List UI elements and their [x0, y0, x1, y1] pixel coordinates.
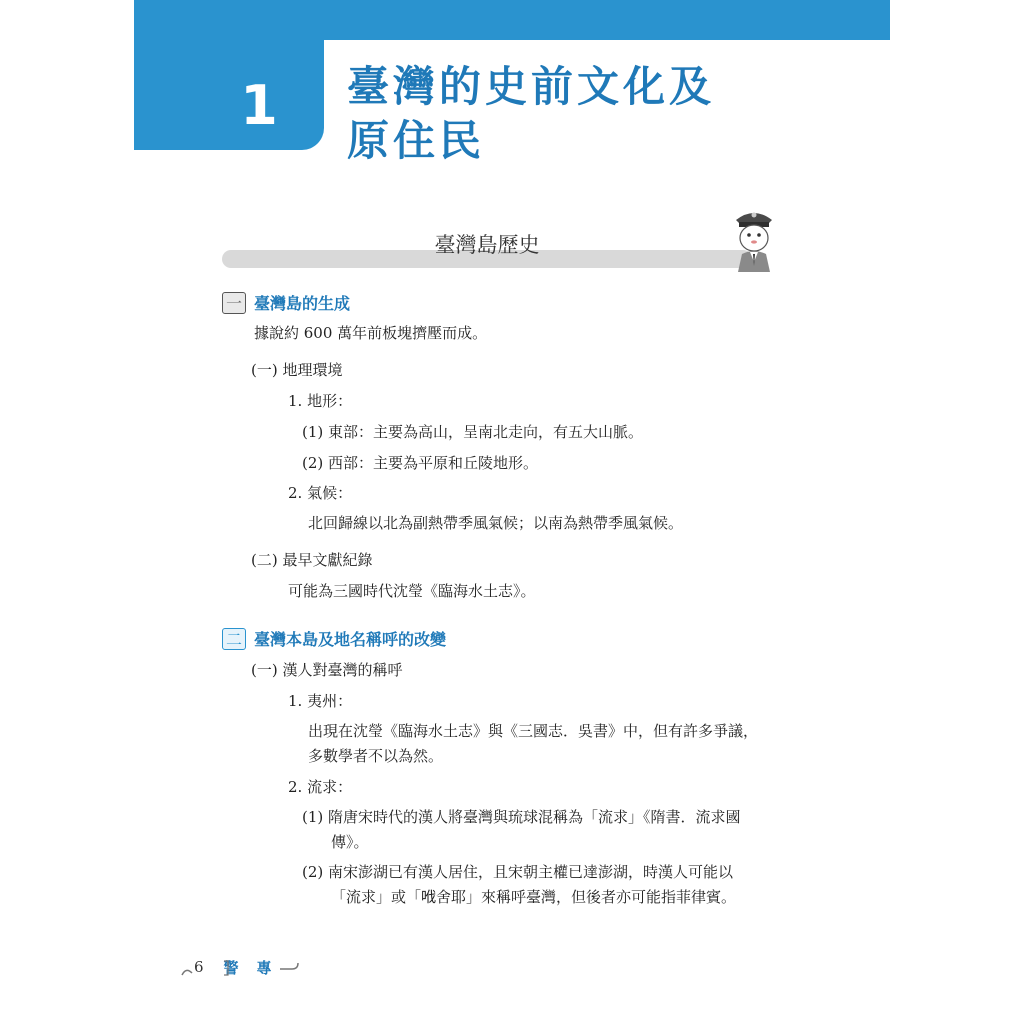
chapter-title-line1: 臺灣的史前文化及	[347, 62, 716, 111]
police-mascot-icon	[728, 204, 780, 272]
item-3-1: 1. 夷州：	[288, 692, 353, 710]
footer-brand: 警專	[223, 958, 290, 977]
heading-2	[222, 627, 446, 650]
item-3-2-1-line-a: (1) 隋唐宋時代的漢人將臺灣與琉球混稱為「流求」《隋書．流求國	[302, 808, 741, 826]
item-1-2-text: 北回歸線以北為副熱帶季風氣候；以南為熱帶季風氣候。	[308, 514, 684, 532]
section-title: 臺灣島歷史	[434, 233, 540, 257]
chapter-title	[347, 60, 715, 168]
subheading-1: (一) 地理環境	[251, 361, 343, 379]
item-3-2-1-line-b: 傳》。	[331, 833, 369, 851]
item-3-1-line-a: 出現在沈瑩《臨海水土志》與《三國志．吳書》中，但有許多爭議，	[308, 722, 759, 740]
item-1-2: 2. 氣候：	[288, 484, 353, 502]
heading-1-title: 臺灣島的生成	[254, 294, 351, 313]
heading-2-title: 臺灣本島及地名稱呼的改變	[254, 630, 447, 649]
item-3-1-line-b: 多數學者不以為然。	[308, 747, 444, 765]
chapter-title-line2: 原住民	[347, 116, 486, 165]
item-2-text: 可能為三國時代沈瑩《臨海水土志》。	[288, 582, 536, 600]
footer-ornament-icon	[180, 955, 300, 979]
chapter-number: 1	[240, 74, 278, 137]
item-3-2: 2. 流求：	[288, 778, 353, 796]
item-1-1: 1. 地形：	[288, 392, 353, 410]
subheading-2: (二) 最早文獻紀錄	[251, 551, 373, 569]
item-3-2-2-line-a: (2) 南宋澎湖已有漢人居住，且宋朝主權已達澎湖，時漢人可能以	[302, 863, 734, 881]
heading-1	[222, 291, 350, 314]
heading-2-number-box: 二	[222, 628, 246, 650]
item-1-1-2: (2) 西部：主要為平原和丘陵地形。	[302, 454, 539, 472]
heading-1-number-box: 一	[222, 292, 246, 314]
paragraph-1: 據說約 600 萬年前板塊擠壓而成。	[254, 324, 488, 342]
header-band	[134, 0, 890, 40]
page-footer	[180, 955, 290, 979]
page-number: 6	[194, 958, 204, 976]
item-1-1-1: (1) 東部：主要為高山，呈南北走向，有五大山脈。	[302, 423, 644, 441]
item-3-2-2-line-b: 「流求」或「𠲎舍耶」來稱呼臺灣，但後者亦可能指菲律賓。	[331, 888, 737, 906]
subheading-3: (一) 漢人對臺灣的稱呼	[251, 661, 403, 679]
